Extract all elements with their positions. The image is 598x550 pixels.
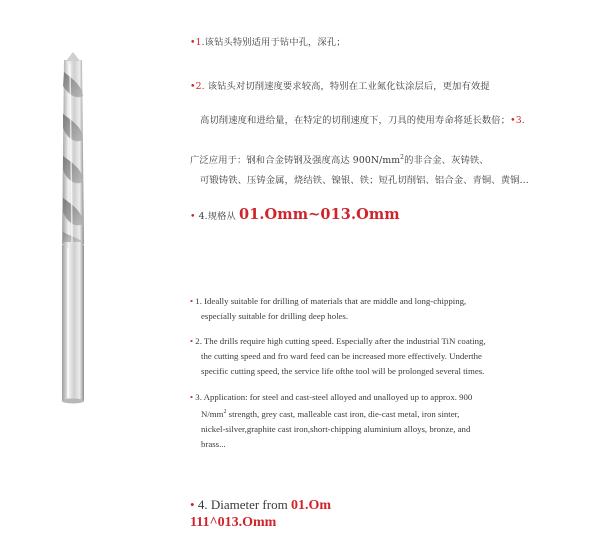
zh-item-3-cont: 可锻铸铁、压铸金属，烧结铁、镍银、铁；短孔切削铝、铝合金、青铜、黄铜… bbox=[200, 175, 529, 186]
twist-drill-bit-image bbox=[48, 52, 98, 404]
en-diameter-from: 01.Om bbox=[290, 498, 332, 513]
zh-item-2-cont: 高切削速度和进给量，在特定的切削速度下，刀具的使用寿命将延长数倍；•3. bbox=[200, 115, 525, 126]
en-diameter: • 4. Diameter from 01.Om 111^013.Omm bbox=[190, 496, 570, 531]
zh-item-2: •2. 该钻头对切削速度要求较高，特别在工业氮化钛涂层后，更加有效提 bbox=[190, 81, 490, 92]
en-item-1: • 1. Ideally suitable for drilling of materials that are middle and long-chipping, especially suitable for drilling deep holes. bbox=[190, 296, 467, 321]
en-diameter-to: 111^013.Omm bbox=[190, 515, 277, 530]
zh-item-1: •1.该钻头特别适用于钻中孔，深孔； bbox=[190, 37, 346, 48]
zh-spec-range: 01.Omm~013.Omm bbox=[239, 206, 400, 223]
zh-spec: • 4.规格从 01.Omm~013.Omm bbox=[190, 206, 400, 223]
en-item-3: • 3. Application: for steel and cast-steel alloyed and unalloyed up to approx. 900 $N/mm^2$ strength, grey cast, malleable cast iron, die-cast metal, iron sinter, nickel-silver,graphite cast iron,short-chipping aluminium alloys, bronze, and brass... bbox=[190, 392, 473, 449]
zh-item-3: 广泛应用于：钢和合金铸钢及强度高达 $900N/mm^2$的非合金、灰铸铁、 bbox=[190, 153, 489, 166]
en-item-2: • 2. The drills require high cutting speed. Especially after the industrial TiN coating, the cutting speed and fro ward feed can be increased more effectively. Underthe specific cutting speed, the service life ofthe tool will be prolonged several times. bbox=[190, 336, 486, 376]
